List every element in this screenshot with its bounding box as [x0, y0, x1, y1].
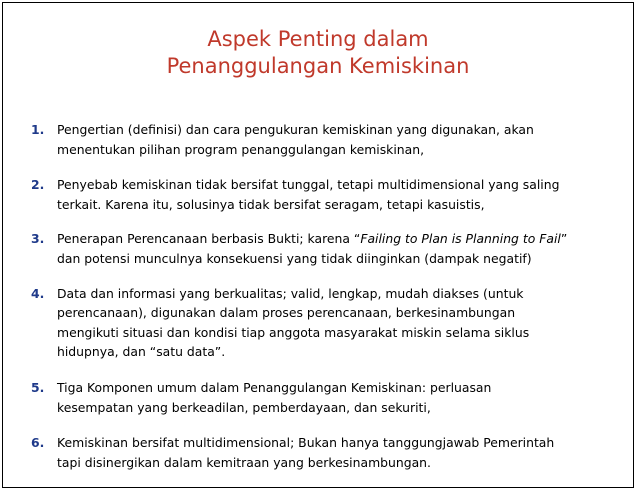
item-number: 6. — [31, 435, 45, 451]
list-item-1 — [31, 120, 627, 159]
key-points-list — [31, 120, 627, 472]
item-number: 4. — [31, 285, 45, 301]
item-line: menentukan pilihan program penanggulangan kemiskinan, — [57, 141, 425, 157]
item-line — [57, 229, 627, 249]
item-text: Penerapan Perencanaan berbasis Bukti; karena “ — [57, 231, 361, 247]
item-line: terkait. Karena itu, solusinya tidak bersifat seragam, tetapi kasuistis, — [57, 196, 485, 212]
item-number: 2. — [31, 177, 45, 193]
item-number: 5. — [31, 379, 45, 395]
item-line: perencanaan), digunakan dalam proses perencanaan, berkesinambungan — [57, 305, 516, 321]
quote-italic: Failing to Plan is Planning to Fail — [360, 231, 561, 247]
slide — [2, 2, 634, 488]
item-text: ” — [560, 231, 568, 247]
title-line-2: Penanggulangan Kemiskinan — [166, 54, 470, 78]
item-line: kesempatan yang berkeadilan, pemberdayaan, dan sekuriti, — [57, 399, 431, 415]
item-line: dan potensi munculnya konsekuensi yang tidak diinginkan (dampak negatif) — [57, 250, 532, 266]
item-line: tapi disinergikan dalam kemitraan yang berkesinambungan. — [57, 454, 431, 470]
item-line: hidupnya, dan “satu data”. — [57, 344, 226, 360]
list-item-3 — [31, 229, 627, 268]
item-line: Data dan informasi yang berkualitas; valid, lengkap, mudah diakses (untuk — [57, 285, 524, 301]
title-line-1: Aspek Penting dalam — [207, 27, 429, 51]
item-number: 3. — [31, 231, 45, 247]
item-line: Tiga Komponen umum dalam Penanggulangan Kemiskinan: perluasan — [57, 379, 492, 395]
item-line: Penyebab kemiskinan tidak bersifat tunggal, tetapi multidimensional yang saling — [57, 177, 560, 193]
list-item-5 — [31, 378, 627, 417]
item-line: mengikuti situasi dan kondisi tiap anggota masyarakat miskin selama siklus — [57, 324, 530, 340]
list-item-4 — [31, 284, 627, 362]
list-item-6 — [31, 433, 627, 472]
item-number: 1. — [31, 122, 45, 137]
item-line: Kemiskinan bersifat multidimensional; Bukan hanya tanggungjawab Pemerintah — [57, 435, 555, 451]
slide-title — [3, 26, 633, 80]
item-line: Pengertian (definisi) dan cara pengukuran kemiskinan yang digunakan, akan — [57, 122, 534, 137]
list-item-2 — [31, 175, 627, 214]
